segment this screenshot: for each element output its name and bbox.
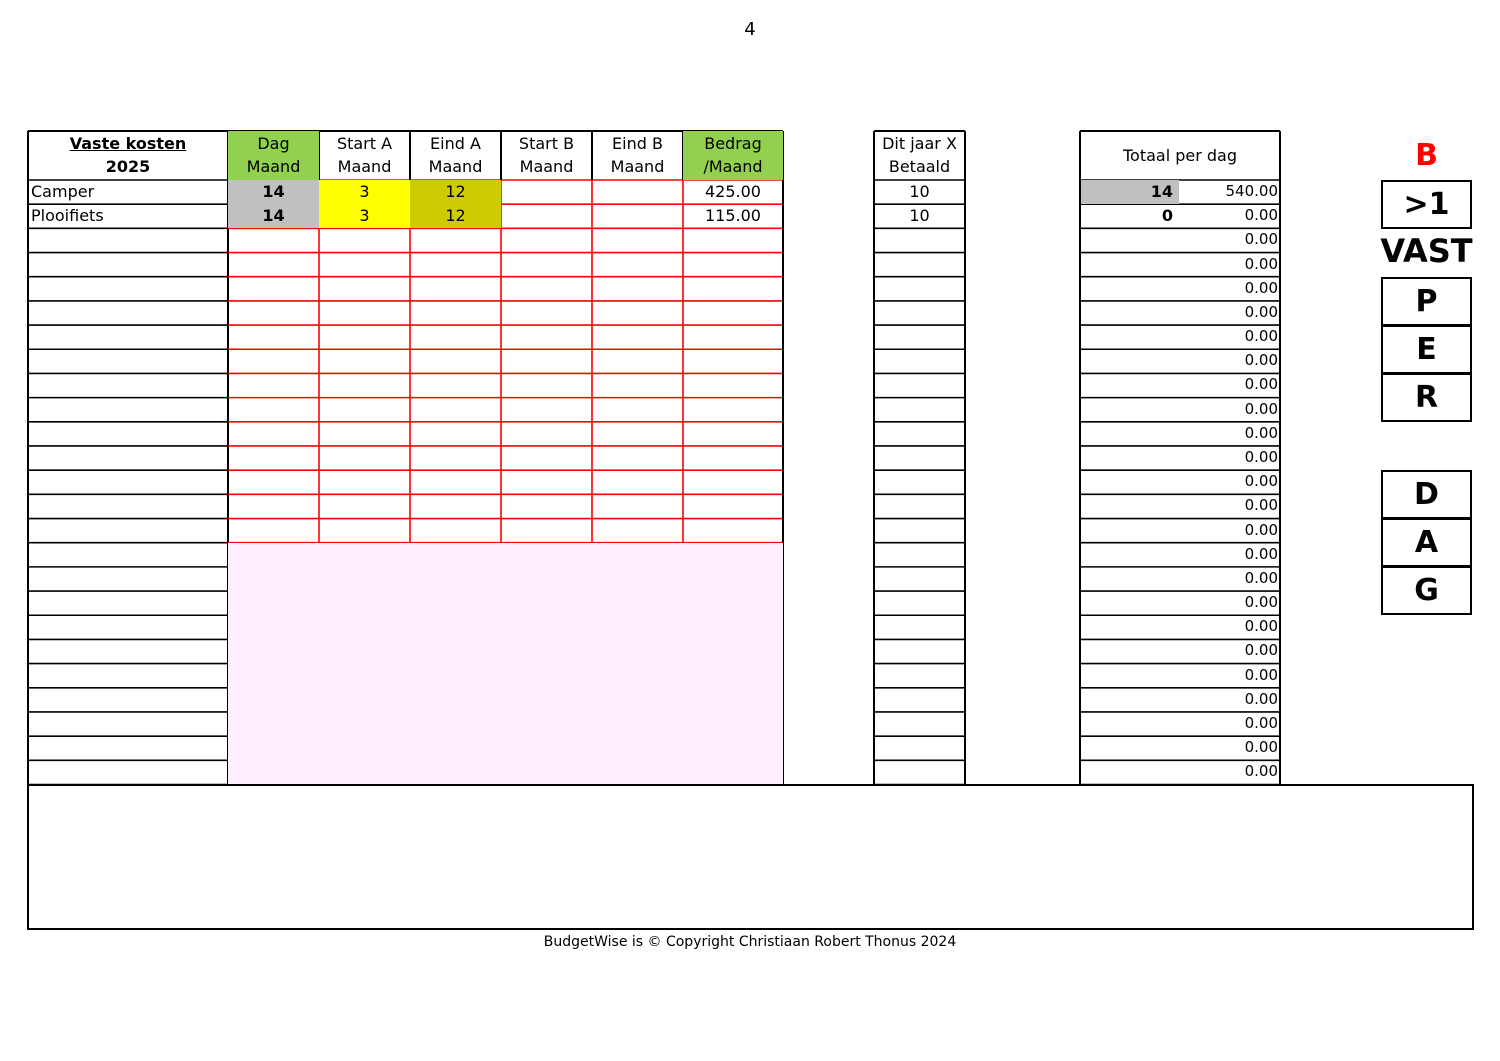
side-box-e[interactable]: E bbox=[1381, 325, 1472, 374]
side-box-p[interactable]: P bbox=[1381, 277, 1472, 326]
side-label-b: B bbox=[1415, 138, 1438, 173]
header-eind-a bbox=[410, 131, 501, 180]
header-start-a bbox=[319, 131, 410, 180]
page-number: 4 bbox=[744, 19, 756, 40]
header-dag-maand-line-2: Maand bbox=[246, 157, 301, 176]
header-eind-b-line-1: Eind B bbox=[612, 134, 663, 153]
header-bedrag-maand-line-1: Bedrag bbox=[704, 134, 762, 153]
header-vaste-kosten-line-1: Vaste kosten bbox=[69, 134, 187, 153]
header-start-b bbox=[501, 131, 592, 180]
side-box-greater-than-one[interactable]: >1 bbox=[1381, 180, 1472, 229]
pink-fill-eb bbox=[592, 543, 683, 785]
row-total-amount: 0.00 bbox=[1244, 689, 1278, 708]
row-dit-jaar[interactable]: 10 bbox=[909, 206, 930, 226]
header-totaal-per-dag: Totaal per dag bbox=[1122, 146, 1238, 165]
row-total-amount: 0.00 bbox=[1244, 472, 1278, 491]
row-dag-maand[interactable]: 14 bbox=[228, 204, 319, 228]
header-dit-jaar-betaald-line-1: Dit jaar X bbox=[882, 134, 957, 153]
header-eind-a-line-1: Eind A bbox=[430, 134, 481, 153]
row-total-amount: 0.00 bbox=[1244, 738, 1278, 757]
row-total-amount: 0.00 bbox=[1244, 254, 1278, 273]
header-start-a-line-1: Start A bbox=[336, 134, 393, 153]
side-box-d[interactable]: D bbox=[1381, 470, 1472, 519]
row-dag-maand[interactable]: 14 bbox=[228, 180, 319, 204]
pink-fill-sb bbox=[501, 543, 592, 785]
row-total-amount: 0.00 bbox=[1244, 399, 1278, 418]
side-label-vast: VAST bbox=[1380, 232, 1473, 270]
header-dit-jaar-betaald bbox=[874, 131, 965, 180]
row-total-amount: 0.00 bbox=[1244, 375, 1278, 394]
row-total-amount: 0.00 bbox=[1244, 302, 1278, 321]
row-start-a[interactable]: 3 bbox=[319, 204, 410, 228]
header-bedrag-maand-line-2: /Maand bbox=[703, 157, 763, 176]
row-name[interactable]: Plooifiets bbox=[31, 206, 104, 226]
pink-fill-bed bbox=[683, 543, 783, 785]
header-eind-b-line-2: Maand bbox=[610, 157, 665, 176]
row-total-amount: 0.00 bbox=[1244, 447, 1278, 466]
pink-fill-dag bbox=[228, 543, 319, 785]
row-total-day: 14 bbox=[1081, 180, 1179, 204]
pink-fill-sa bbox=[319, 543, 410, 785]
row-total-amount: 0.00 bbox=[1244, 641, 1278, 660]
header-bedrag-maand bbox=[683, 131, 783, 180]
row-name[interactable]: Camper bbox=[31, 182, 95, 201]
row-total-amount: 0.00 bbox=[1244, 520, 1278, 539]
side-box-r[interactable]: R bbox=[1381, 373, 1472, 422]
notes-box[interactable] bbox=[27, 784, 1474, 930]
row-dit-jaar[interactable]: 10 bbox=[909, 182, 930, 201]
row-total-amount: 0.00 bbox=[1244, 665, 1278, 684]
row-eind-a[interactable]: 12 bbox=[410, 204, 501, 228]
header-start-b-line-2: Maand bbox=[519, 157, 574, 176]
pink-fill-ea bbox=[410, 543, 501, 785]
row-total-amount: 0.00 bbox=[1244, 568, 1278, 587]
row-total-amount: 0.00 bbox=[1244, 206, 1278, 225]
row-total-amount: 0.00 bbox=[1244, 593, 1278, 612]
row-total-amount: 0.00 bbox=[1244, 713, 1278, 732]
row-total-amount: 540.00 bbox=[1225, 182, 1278, 200]
header-dag-maand bbox=[228, 131, 319, 180]
row-total-amount: 0.00 bbox=[1244, 496, 1278, 515]
header-start-b-line-1: Start B bbox=[518, 134, 575, 153]
header-vaste-kosten bbox=[28, 131, 228, 180]
row-total-day: 0 bbox=[1161, 206, 1173, 226]
header-vaste-kosten-line-2: 2025 bbox=[105, 157, 151, 176]
row-total-amount: 0.00 bbox=[1244, 351, 1278, 370]
row-start-a[interactable]: 3 bbox=[319, 180, 410, 204]
row-total-amount: 0.00 bbox=[1244, 327, 1278, 346]
row-eind-a[interactable]: 12 bbox=[410, 180, 501, 204]
row-total-amount: 0.00 bbox=[1244, 762, 1278, 781]
row-total-amount: 0.00 bbox=[1244, 617, 1278, 636]
header-start-a-line-2: Maand bbox=[337, 157, 392, 176]
copyright-footer: BudgetWise is © Copyright Christiaan Robert Thonus 2024 bbox=[543, 934, 957, 950]
header-eind-b bbox=[592, 131, 683, 180]
row-total-amount: 0.00 bbox=[1244, 544, 1278, 563]
row-total-amount: 0.00 bbox=[1244, 230, 1278, 249]
side-box-a[interactable]: A bbox=[1381, 518, 1472, 567]
header-dag-maand-line-1: Dag bbox=[257, 134, 290, 153]
row-total-amount: 0.00 bbox=[1244, 278, 1278, 297]
header-eind-a-line-2: Maand bbox=[428, 157, 483, 176]
side-box-g[interactable]: G bbox=[1381, 566, 1472, 615]
row-total-amount: 0.00 bbox=[1244, 423, 1278, 442]
row-bedrag[interactable]: 425.00 bbox=[705, 182, 761, 201]
row-bedrag[interactable]: 115.00 bbox=[705, 206, 761, 226]
header-dit-jaar-betaald-line-2: Betaald bbox=[888, 157, 951, 176]
